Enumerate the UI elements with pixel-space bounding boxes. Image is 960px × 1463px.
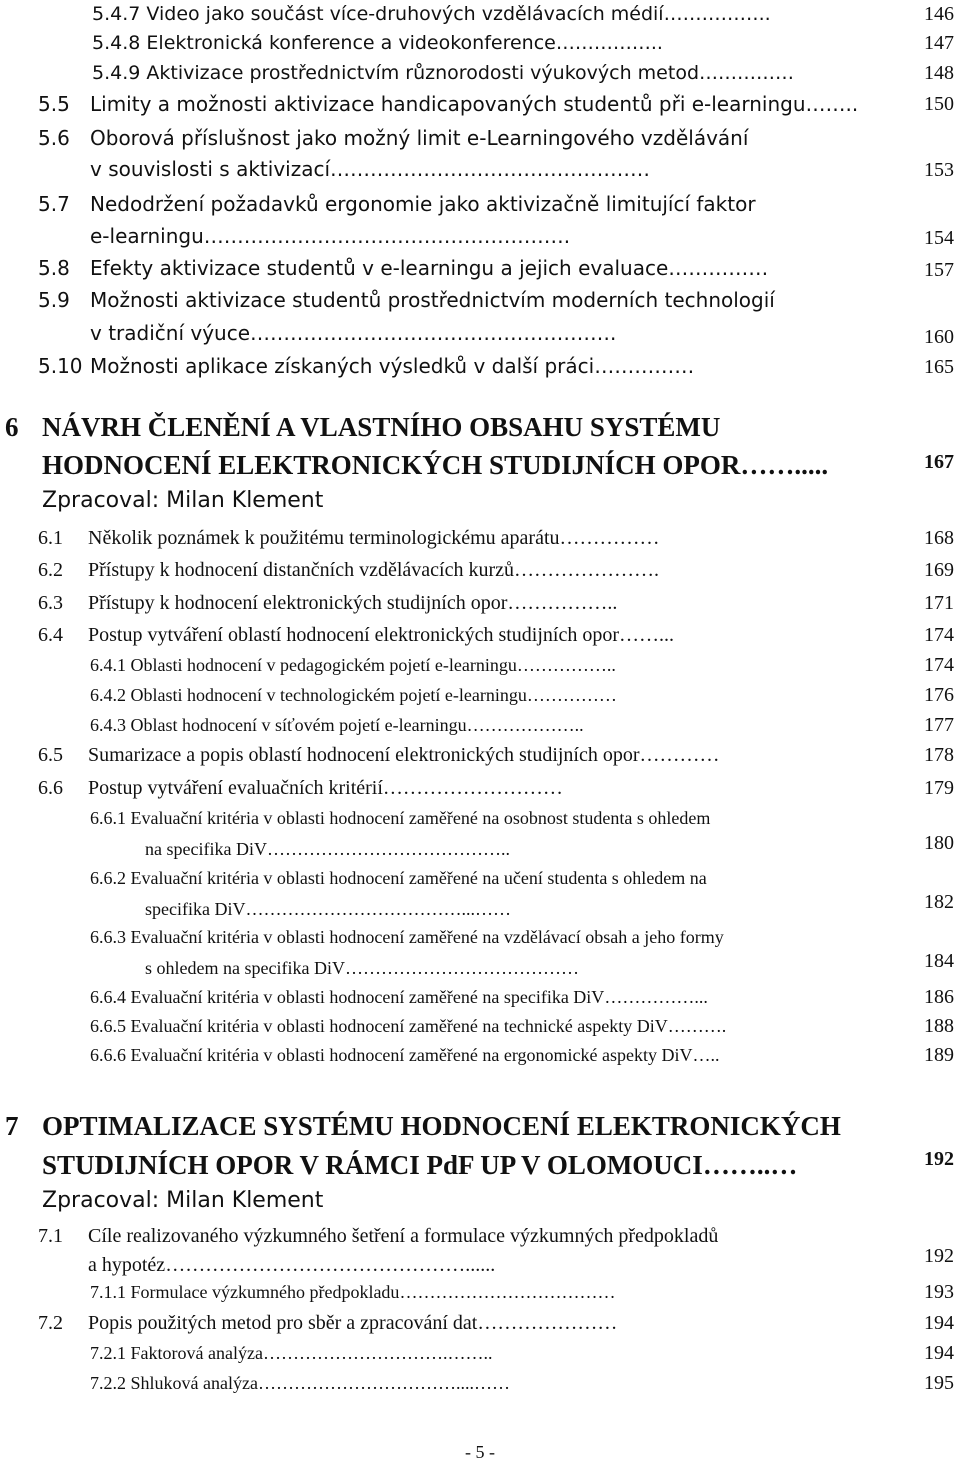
toc-page-5-9: 160 bbox=[924, 326, 954, 348]
toc-page-7-2-2: 195 bbox=[924, 1372, 954, 1394]
toc-entry-6-4-1[interactable]: 6.4.1 Oblasti hodnocení v pedagogickém pojetí e-learningu…………….. bbox=[90, 655, 616, 675]
toc-page-6-6-6: 189 bbox=[924, 1044, 954, 1066]
toc-entry-6-4-3[interactable]: 6.4.3 Oblast hodnocení v síťovém pojetí e-learningu……………….. bbox=[90, 715, 584, 735]
toc-page-6-1: 168 bbox=[924, 527, 954, 549]
chapter-6-title[interactable]: NÁVRH ČLENĚNÍ A VLASTNÍHO OBSAHU SYSTÉMU bbox=[42, 412, 721, 442]
toc-page-6-4-1: 174 bbox=[924, 654, 954, 676]
toc-entry-5-7[interactable]: 5.7 Nedodržení požadavků ergonomie jako aktivizačně limitující faktor bbox=[38, 192, 756, 216]
toc-page-5-8: 157 bbox=[924, 259, 954, 281]
toc-entry-5-4-9[interactable]: 5.4.9 Aktivizace prostřednictvím různorodosti výukových metod…………… bbox=[92, 62, 795, 84]
toc-page-5-7: 154 bbox=[924, 227, 954, 249]
toc-page-7-1-1: 193 bbox=[924, 1281, 954, 1303]
toc-entry-5-6[interactable]: 5.6 Oborová příslušnost jako možný limit e-Learningového vzdělávání bbox=[38, 126, 749, 150]
toc-page-6-6-4: 186 bbox=[924, 986, 954, 1008]
toc-page-6-2: 169 bbox=[924, 559, 954, 581]
toc-page-5-10: 165 bbox=[924, 356, 954, 378]
toc-entry-6-6-1-cont: na specifika DiV………………………………….. bbox=[145, 839, 510, 859]
toc-entry-6-6-5[interactable]: 6.6.5 Evaluační kritéria v oblasti hodnocení zaměřené na technické aspekty DiV………. bbox=[90, 1016, 727, 1036]
toc-entry-7-2-1[interactable]: 7.2.1 Faktorová analýza………………………….…….. bbox=[90, 1343, 493, 1363]
toc-entry-5-9[interactable]: 5.9 Možnosti aktivizace studentů prostřednictvím moderních technologií bbox=[38, 288, 775, 312]
toc-entry-6-6-3[interactable]: 6.6.3 Evaluační kritéria v oblasti hodnocení zaměřené na vzdělávací obsah a jeho formy bbox=[90, 927, 724, 947]
toc-page-6-4-2: 176 bbox=[924, 684, 954, 706]
toc-page-5-4-7: 146 bbox=[924, 3, 954, 25]
toc-entry-7-1-cont: a hypotéz………………………………………...... bbox=[88, 1254, 496, 1276]
toc-entry-5-4-7[interactable]: 5.4.7 Video jako součást více-druhových vzdělávacích médií…………….. bbox=[92, 3, 771, 25]
chapter-7-number: 7 bbox=[5, 1111, 19, 1141]
toc-entry-5-10[interactable]: 5.10 Možnosti aplikace získaných výsledků v další práci…………… bbox=[38, 354, 695, 378]
toc-entry-6-4[interactable]: 6.4 Postup vytváření oblastí hodnocení elektronických studijních opor……... bbox=[38, 624, 675, 646]
toc-entry-6-6-4[interactable]: 6.6.4 Evaluační kritéria v oblasti hodnocení zaměřené na specifika DiV……………... bbox=[90, 987, 708, 1007]
chapter-7-title[interactable]: OPTIMALIZACE SYSTÉMU HODNOCENÍ ELEKTRONICKÝCH bbox=[42, 1111, 841, 1141]
toc-entry-6-6-3-cont: s ohledem na specifika DiV………………………………… bbox=[145, 958, 579, 978]
toc-entry-6-6-2[interactable]: 6.6.2 Evaluační kritéria v oblasti hodnocení zaměřené na učení studenta s ohledem na bbox=[90, 868, 707, 888]
chapter-6-number: 6 bbox=[5, 412, 19, 442]
toc-entry-6-6-6[interactable]: 6.6.6 Evaluační kritéria v oblasti hodnocení zaměřené na ergonomické aspekty DiV….. bbox=[90, 1045, 720, 1065]
toc-entry-6-2[interactable]: 6.2 Přístupy k hodnocení distančních vzdělávacích kurzů…………………. bbox=[38, 559, 659, 581]
toc-entry-6-4-2[interactable]: 6.4.2 Oblasti hodnocení v technologickém pojetí e-learningu…………… bbox=[90, 685, 617, 705]
toc-entry-7-2-2[interactable]: 7.2.2 Shluková analýza……………………………....…… bbox=[90, 1373, 510, 1393]
toc-page-6-3: 171 bbox=[924, 592, 954, 614]
toc-entry-6-6[interactable]: 6.6 Postup vytváření evaluačních kritérií……………………… bbox=[38, 777, 563, 799]
toc-page-7-1: 192 bbox=[924, 1245, 954, 1267]
chapter-7-title-cont: STUDIJNÍCH OPOR V RÁMCI PdF UP V OLOMOUCI……..… bbox=[42, 1150, 798, 1180]
toc-entry-5-4-8[interactable]: 5.4.8 Elektronická konference a videokonference…………….. bbox=[92, 32, 663, 54]
toc-page-6-6-1: 180 bbox=[924, 832, 954, 854]
toc-page-6-6-3: 184 bbox=[924, 950, 954, 972]
toc-page-6-4-3: 177 bbox=[924, 714, 954, 736]
toc-entry-7-1[interactable]: 7.1 Cíle realizovaného výzkumného šetření a formulace výzkumných předpokladů bbox=[38, 1225, 719, 1247]
chapter-6-title-cont: HODNOCENÍ ELEKTRONICKÝCH STUDIJNÍCH OPOR……..... bbox=[42, 450, 829, 480]
toc-entry-6-6-2-cont: specifika DiV………………………………...…… bbox=[145, 899, 511, 919]
toc-entry-5-5[interactable]: 5.5 Limity a možnosti aktivizace handicapovaných studentů při e-learningu…….. bbox=[38, 92, 859, 116]
chapter-7-author: Zpracoval: Milan Klement bbox=[42, 1188, 324, 1213]
toc-page-6-6-2: 182 bbox=[924, 891, 954, 913]
toc-page-6-4: 174 bbox=[924, 624, 954, 646]
toc-entry-6-5[interactable]: 6.5 Sumarizace a popis oblastí hodnocení elektronických studijních opor………… bbox=[38, 744, 720, 766]
toc-entry-6-6-1[interactable]: 6.6.1 Evaluační kritéria v oblasti hodnocení zaměřené na osobnost studenta s ohledem bbox=[90, 808, 711, 828]
toc-entry-6-3[interactable]: 6.3 Přístupy k hodnocení elektronických studijních opor…………….. bbox=[38, 592, 618, 614]
toc-entry-6-1[interactable]: 6.1 Několik poznámek k použitému terminologickému aparátu…………… bbox=[38, 527, 660, 549]
chapter-6-page: 167 bbox=[924, 451, 954, 473]
toc-page-5-4-9: 148 bbox=[924, 62, 954, 84]
toc-page-7-2-1: 194 bbox=[924, 1342, 954, 1364]
toc-entry-5-6-cont: v souvislosti s aktivizací………………………………………… bbox=[90, 157, 651, 181]
toc-entry-7-1-1[interactable]: 7.1.1 Formulace výzkumného předpokladu……………………………… bbox=[90, 1282, 616, 1302]
toc-entry-5-9-cont: v tradiční výuce………………………………………………. bbox=[90, 321, 617, 345]
toc-page-5-6: 153 bbox=[924, 159, 954, 181]
toc-page-6-6-5: 188 bbox=[924, 1015, 954, 1037]
chapter-7-page: 192 bbox=[924, 1148, 954, 1170]
page-number: - 5 - bbox=[465, 1442, 495, 1462]
toc-page-7-2: 194 bbox=[924, 1312, 954, 1334]
chapter-6-author: Zpracoval: Milan Klement bbox=[42, 488, 324, 513]
toc-entry-5-8[interactable]: 5.8 Efekty aktivizace studentů v e-learningu a jejich evaluace…………… bbox=[38, 256, 769, 280]
toc-page-5-5: 150 bbox=[924, 93, 954, 115]
toc-entry-7-2[interactable]: 7.2 Popis použitých metod pro sběr a zpracování dat………………… bbox=[38, 1312, 618, 1334]
toc-page-5-4-8: 147 bbox=[924, 32, 954, 54]
toc-page-6-5: 178 bbox=[924, 744, 954, 766]
toc-page-6-6: 179 bbox=[924, 777, 954, 799]
toc-entry-5-7-cont: e-learningu………………………………………………. bbox=[90, 224, 571, 248]
